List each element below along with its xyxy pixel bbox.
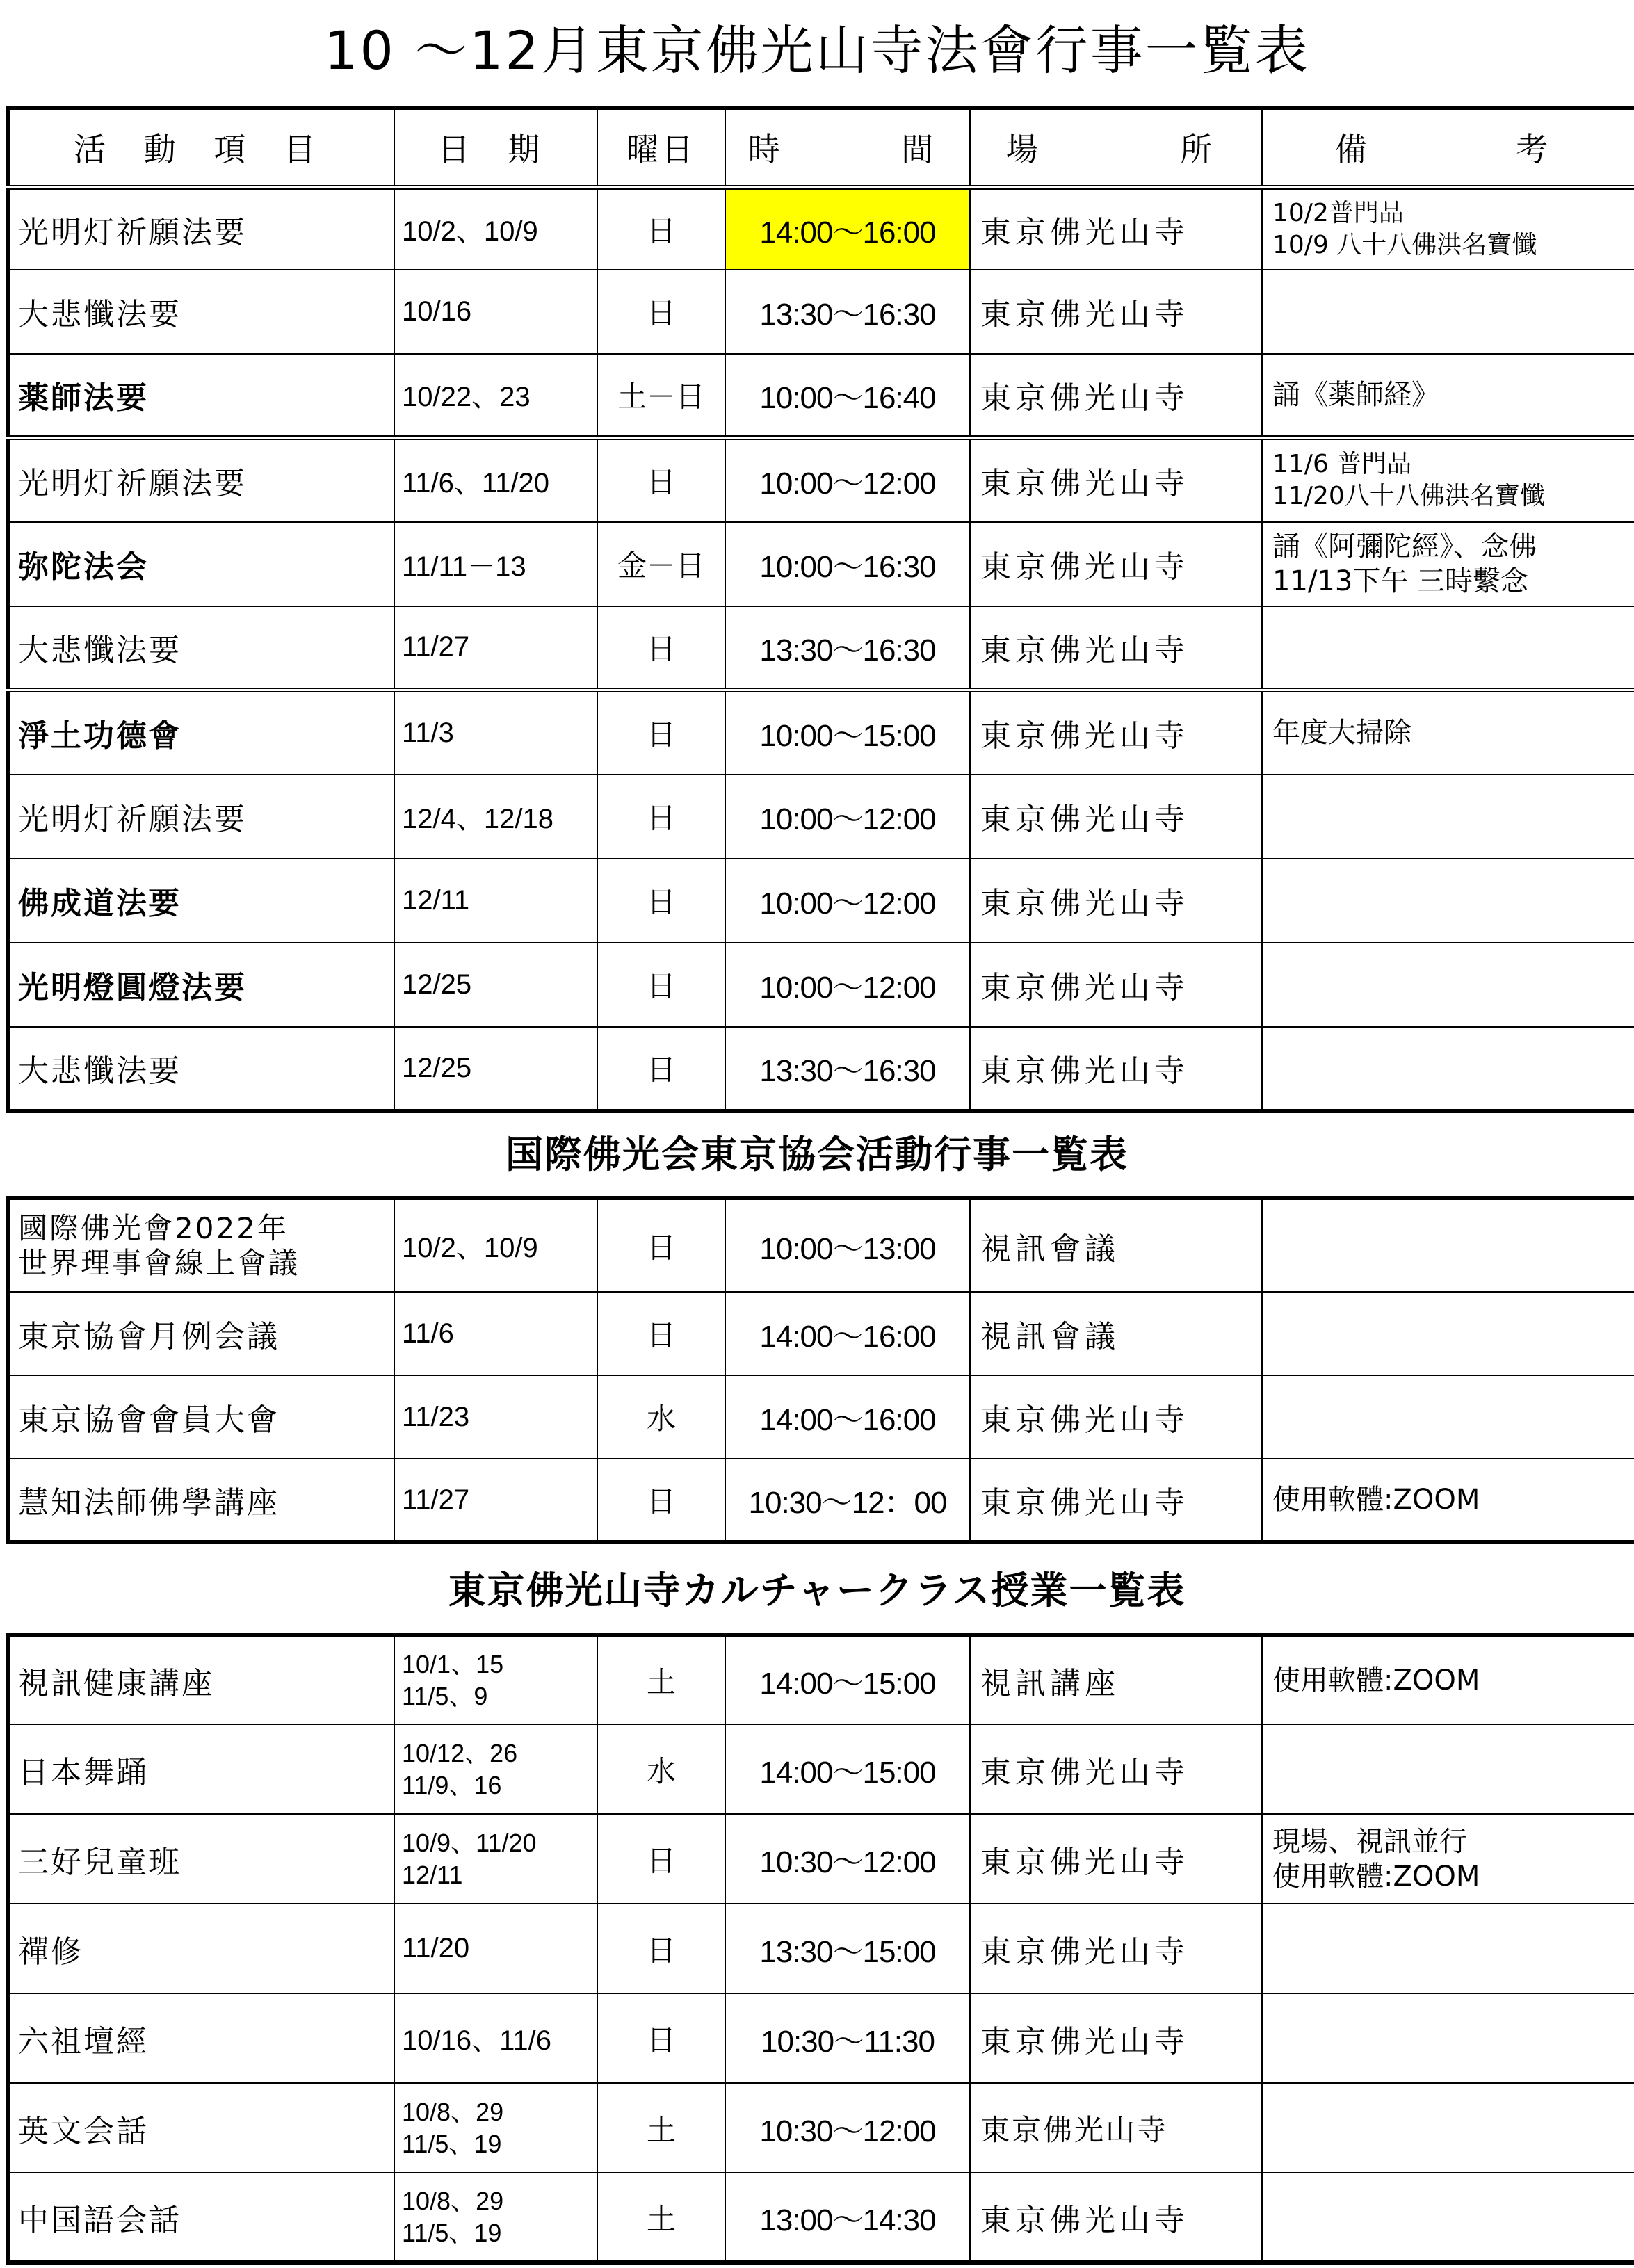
date-cell: 11/11－13 bbox=[394, 522, 597, 606]
day-cell: 日 bbox=[597, 1292, 725, 1375]
time-cell: 10:00～16:30 bbox=[725, 522, 970, 606]
activity-cell: 三好兒童班 bbox=[8, 1814, 394, 1904]
activity-cell: 視訊健康講座 bbox=[8, 1635, 394, 1724]
date-line: 10/16、11/6 bbox=[402, 2025, 551, 2056]
date-cell: 11/3 bbox=[394, 690, 597, 775]
table-row bbox=[8, 1993, 1634, 2083]
table-row bbox=[8, 2083, 1634, 2173]
date-cell: 11/6 bbox=[394, 1292, 597, 1375]
note-line: 使用軟體:ZOOM bbox=[1272, 1664, 1480, 1696]
day-cell: 日 bbox=[597, 1198, 725, 1292]
place-cell: 東京佛光山寺 bbox=[970, 690, 1262, 775]
date-cell bbox=[394, 1635, 597, 1724]
day-cell: 日 bbox=[597, 270, 725, 354]
place-cell: 東京佛光山寺 bbox=[970, 775, 1262, 859]
place-cell: 東京佛光山寺 bbox=[970, 270, 1262, 354]
section-title-association: 国際佛光会東京協会活動行事一覧表 bbox=[505, 1133, 1129, 1176]
section-title-culture-class: 東京佛光山寺カルチャークラス授業一覧表 bbox=[448, 1569, 1186, 1612]
time-cell: 14:00～15:00 bbox=[725, 1724, 970, 1814]
activity-cell: 淨土功德會 bbox=[8, 690, 394, 775]
activity-cell: 英文会話 bbox=[8, 2083, 394, 2173]
date-cell bbox=[394, 1814, 597, 1904]
place-cell: 東京佛光山寺 bbox=[970, 2173, 1262, 2262]
note-cell bbox=[1262, 354, 1634, 438]
note-line: 11/13下午 三時繫念 bbox=[1272, 565, 1528, 597]
place-cell: 視訊會議 bbox=[970, 1198, 1262, 1292]
activity-line: 世界理事會線上會議 bbox=[18, 1245, 300, 1280]
day-cell: 日 bbox=[597, 606, 725, 690]
activity-cell bbox=[8, 1198, 394, 1292]
date-line: 11/5、19 bbox=[402, 2218, 502, 2247]
activity-cell: 光明灯祈願法要 bbox=[8, 438, 394, 522]
note-cell: 使用軟體:ZOOM bbox=[1262, 1459, 1634, 1542]
activity-cell: 光明灯祈願法要 bbox=[8, 775, 394, 859]
table-row bbox=[8, 606, 1634, 690]
activity-cell: 大悲懺法要 bbox=[8, 606, 394, 690]
time-cell: 10:00～12:00 bbox=[725, 775, 970, 859]
time-cell: 10:30～12：00 bbox=[725, 1459, 970, 1542]
date-cell: 11/27 bbox=[394, 1459, 597, 1542]
place-cell: 視訊講座 bbox=[970, 1635, 1262, 1724]
activity-cell: 東京協會月例会議 bbox=[8, 1292, 394, 1375]
time-cell: 13:30～16:30 bbox=[725, 270, 970, 354]
note-line: 11/6 普門品 bbox=[1272, 450, 1412, 479]
note-cell bbox=[1262, 1198, 1634, 1292]
table-row bbox=[8, 1904, 1634, 1993]
table-row bbox=[8, 1814, 1634, 1904]
place-cell: 東京佛光山寺 bbox=[970, 522, 1262, 606]
date-cell: 12/4、12/18 bbox=[394, 775, 597, 859]
activity-cell: 六祖壇經 bbox=[8, 1993, 394, 2083]
note-line: 10/9 八十八佛洪名寶懺 bbox=[1272, 230, 1537, 259]
note-line: 現場、視訊並行 bbox=[1272, 1825, 1467, 1858]
day-cell: 日 bbox=[597, 438, 725, 522]
note-cell bbox=[1262, 1292, 1634, 1375]
place-cell: 東京佛光山寺 bbox=[970, 438, 1262, 522]
note-cell bbox=[1262, 859, 1634, 943]
note-cell bbox=[1262, 522, 1634, 606]
day-cell: 日 bbox=[597, 775, 725, 859]
date-cell: 10/16 bbox=[394, 270, 597, 354]
table-header-row bbox=[8, 108, 1634, 188]
time-cell: 14:00～15:00 bbox=[725, 1635, 970, 1724]
place-cell: 東京佛光山寺 bbox=[970, 188, 1262, 270]
note-cell bbox=[1262, 690, 1634, 775]
date-cell: 10/2、10/9 bbox=[394, 1198, 597, 1292]
time-cell: 13:30～15:00 bbox=[725, 1904, 970, 1993]
table-row bbox=[8, 188, 1634, 270]
note-cell bbox=[1262, 1814, 1634, 1904]
time-cell: 10:00～13:00 bbox=[725, 1198, 970, 1292]
table-row bbox=[8, 1027, 1634, 1111]
note-cell bbox=[1262, 438, 1634, 522]
date-line: 10/1、15 bbox=[402, 1649, 504, 1678]
activity-cell: 禪修 bbox=[8, 1904, 394, 1993]
header-place: 場 所 bbox=[970, 108, 1262, 188]
date-cell: 11/27 bbox=[394, 606, 597, 690]
table-row bbox=[8, 690, 1634, 775]
activity-cell: 佛成道法要 bbox=[8, 859, 394, 943]
place-cell: 東京佛光山寺 bbox=[970, 1375, 1262, 1459]
table-row bbox=[8, 859, 1634, 943]
time-cell-highlighted: 14:00～16:00 bbox=[725, 188, 970, 270]
date-cell bbox=[394, 2083, 597, 2173]
date-cell: 10/2、10/9 bbox=[394, 188, 597, 270]
date-cell: 11/6、11/20 bbox=[394, 438, 597, 522]
time-cell: 10:30～12:00 bbox=[725, 2083, 970, 2173]
activity-cell: 日本舞踊 bbox=[8, 1724, 394, 1814]
time-cell: 10:30～12:00 bbox=[725, 1814, 970, 1904]
time-cell: 13:00～14:30 bbox=[725, 2173, 970, 2262]
day-cell: 水 bbox=[597, 1724, 725, 1814]
date-cell: 12/25 bbox=[394, 943, 597, 1027]
header-day: 曜日 bbox=[597, 108, 725, 188]
note-cell bbox=[1262, 606, 1634, 690]
table-row bbox=[8, 1635, 1634, 1724]
place-cell: 東京佛光山寺 bbox=[970, 1724, 1262, 1814]
table-row bbox=[8, 1375, 1634, 1459]
day-cell: 土 bbox=[597, 2173, 725, 2262]
dharma-service-table bbox=[6, 106, 1634, 1113]
note-cell bbox=[1262, 1993, 1634, 2083]
time-cell: 10:30～11:30 bbox=[725, 1993, 970, 2083]
time-cell: 10:00～15:00 bbox=[725, 690, 970, 775]
header-date: 日 期 bbox=[394, 108, 597, 188]
activity-cell: 大悲懺法要 bbox=[8, 1027, 394, 1111]
day-cell: 日 bbox=[597, 690, 725, 775]
note-cell bbox=[1262, 1904, 1634, 1993]
activity-cell: 中国語会話 bbox=[8, 2173, 394, 2262]
note-line: 使用軟體:ZOOM bbox=[1272, 1860, 1480, 1893]
note-cell bbox=[1262, 1027, 1634, 1111]
time-cell: 10:00～12:00 bbox=[725, 943, 970, 1027]
table-row bbox=[8, 270, 1634, 354]
header-note: 備 考 bbox=[1262, 108, 1634, 188]
day-cell: 日 bbox=[597, 859, 725, 943]
activity-cell: 光明灯祈願法要 bbox=[8, 188, 394, 270]
place-cell: 東京佛光山寺 bbox=[970, 943, 1262, 1027]
note-cell bbox=[1262, 2173, 1634, 2262]
activity-cell: 光明燈圓燈法要 bbox=[8, 943, 394, 1027]
day-cell: 土－日 bbox=[597, 354, 725, 438]
activity-cell: 東京協會會員大會 bbox=[8, 1375, 394, 1459]
date-line: 12/11 bbox=[402, 1860, 463, 1889]
table-row bbox=[8, 354, 1634, 438]
time-cell: 10:00～16:40 bbox=[725, 354, 970, 438]
place-cell: 東京佛光山寺 bbox=[970, 1459, 1262, 1542]
note-cell bbox=[1262, 1635, 1634, 1724]
date-cell bbox=[394, 1993, 597, 2083]
day-cell: 日 bbox=[597, 1027, 725, 1111]
time-cell: 10:00～12:00 bbox=[725, 438, 970, 522]
date-cell bbox=[394, 1724, 597, 1814]
culture-class-table bbox=[6, 1633, 1634, 2265]
date-line: 10/9、11/20 bbox=[402, 1828, 537, 1857]
table-row bbox=[8, 2173, 1634, 2262]
place-cell: 東京佛光山寺 bbox=[970, 859, 1262, 943]
note-cell bbox=[1262, 270, 1634, 354]
note-cell bbox=[1262, 775, 1634, 859]
note-line: 年度大掃除 bbox=[1272, 717, 1411, 750]
note-line: 11/20八十八佛洪名寶懺 bbox=[1272, 482, 1545, 511]
activity-cell: 大悲懺法要 bbox=[8, 270, 394, 354]
date-cell bbox=[394, 1904, 597, 1993]
activity-cell: 弥陀法会 bbox=[8, 522, 394, 606]
day-cell: 金－日 bbox=[597, 522, 725, 606]
table-row bbox=[8, 522, 1634, 606]
day-cell: 日 bbox=[597, 1459, 725, 1542]
day-cell: 土 bbox=[597, 2083, 725, 2173]
day-cell: 日 bbox=[597, 1904, 725, 1993]
note-line: 10/2普門品 bbox=[1272, 198, 1404, 227]
note-cell bbox=[1262, 2083, 1634, 2173]
place-cell: 東京佛光山寺 bbox=[970, 1993, 1262, 2083]
table-row bbox=[8, 1292, 1634, 1375]
table-row bbox=[8, 438, 1634, 522]
page-title: 10 ～12月東京佛光山寺法會行事一覧表 bbox=[324, 19, 1310, 81]
date-line: 11/9、16 bbox=[402, 1770, 502, 1799]
time-cell: 14:00～16:00 bbox=[725, 1292, 970, 1375]
time-cell: 13:30～16:30 bbox=[725, 606, 970, 690]
date-line: 11/20 bbox=[402, 1933, 470, 1963]
date-cell bbox=[394, 2173, 597, 2262]
association-activity-table bbox=[6, 1196, 1634, 1544]
date-line: 10/12、26 bbox=[402, 1738, 518, 1767]
time-cell: 14:00～16:00 bbox=[725, 1375, 970, 1459]
day-cell: 日 bbox=[597, 1993, 725, 2083]
place-cell: 東京佛光山寺 bbox=[970, 1904, 1262, 1993]
table-row bbox=[8, 1459, 1634, 1542]
note-cell bbox=[1262, 188, 1634, 270]
day-cell: 水 bbox=[597, 1375, 725, 1459]
activity-cell: 慧知法師佛學講座 bbox=[8, 1459, 394, 1542]
activity-line: 國際佛光會2022年 bbox=[18, 1210, 289, 1245]
date-cell: 12/25 bbox=[394, 1027, 597, 1111]
note-line: 誦《薬師経》 bbox=[1272, 378, 1439, 411]
place-cell: 東京佛光山寺 bbox=[970, 2083, 1262, 2173]
note-cell bbox=[1262, 943, 1634, 1027]
date-line: 11/5、9 bbox=[402, 1681, 488, 1710]
time-cell: 13:30～16:30 bbox=[725, 1027, 970, 1111]
date-cell: 10/22、23 bbox=[394, 354, 597, 438]
place-cell: 視訊會議 bbox=[970, 1292, 1262, 1375]
note-line: 誦《阿彌陀經》、念佛 bbox=[1272, 530, 1537, 562]
day-cell: 土 bbox=[597, 1635, 725, 1724]
place-cell: 東京佛光山寺 bbox=[970, 1814, 1262, 1904]
date-cell: 12/11 bbox=[394, 859, 597, 943]
table-row bbox=[8, 1724, 1634, 1814]
day-cell: 日 bbox=[597, 188, 725, 270]
date-cell: 11/23 bbox=[394, 1375, 597, 1459]
activity-cell: 薬師法要 bbox=[8, 354, 394, 438]
date-line: 10/8、29 bbox=[402, 2097, 504, 2126]
date-line: 11/5、19 bbox=[402, 2129, 502, 2158]
place-cell: 東京佛光山寺 bbox=[970, 606, 1262, 690]
time-cell: 10:00～12:00 bbox=[725, 859, 970, 943]
place-cell: 東京佛光山寺 bbox=[970, 354, 1262, 438]
date-line: 10/8、29 bbox=[402, 2186, 504, 2215]
table-row bbox=[8, 943, 1634, 1027]
day-cell: 日 bbox=[597, 1814, 725, 1904]
note-cell bbox=[1262, 1724, 1634, 1814]
header-activity: 活 動 項 目 bbox=[8, 108, 394, 188]
place-cell: 東京佛光山寺 bbox=[970, 1027, 1262, 1111]
note-cell bbox=[1262, 1375, 1634, 1459]
day-cell: 日 bbox=[597, 943, 725, 1027]
header-time: 時 間 bbox=[725, 108, 970, 188]
table-row bbox=[8, 1198, 1634, 1292]
table-row bbox=[8, 775, 1634, 859]
